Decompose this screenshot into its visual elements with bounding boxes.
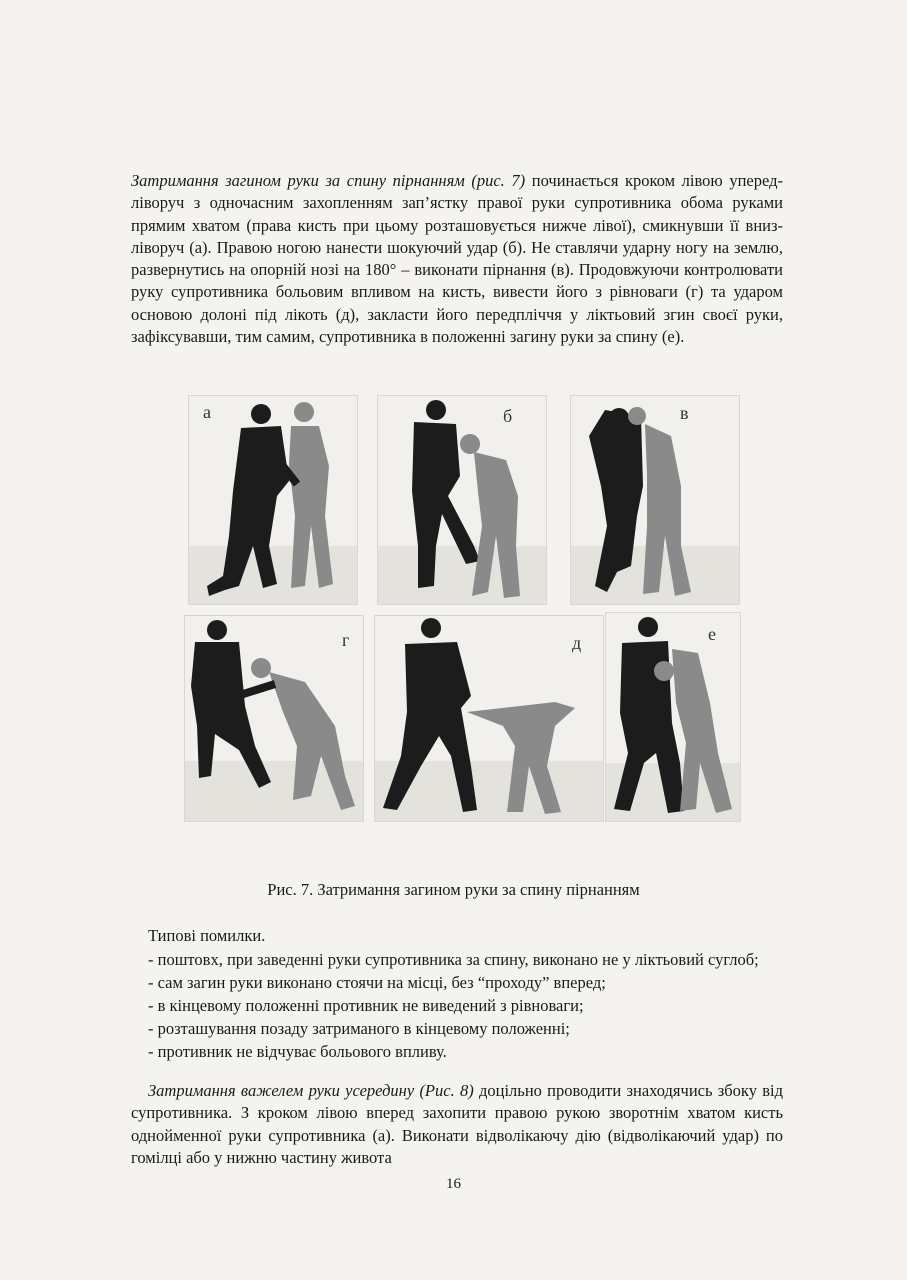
photo-b bbox=[377, 395, 547, 605]
figure-caption: Рис. 7. Затримання загином руки за спину пірнанням bbox=[267, 880, 640, 899]
page-number: 16 bbox=[446, 1176, 461, 1192]
photo-g bbox=[184, 615, 364, 822]
paragraph-2-italic-lead: Затримання важелем руки усередину (Рис. 8) bbox=[148, 1081, 474, 1100]
paragraph-1-italic-lead: Затримання загином руки за спину пірнанням (рис. 7) bbox=[131, 171, 526, 190]
photo-b-illustration bbox=[378, 396, 546, 604]
photo-e bbox=[605, 612, 741, 822]
photo-label-d: д bbox=[572, 633, 582, 653]
photo-a-illustration bbox=[189, 396, 357, 604]
errors-list bbox=[131, 948, 783, 1063]
photo-v-illustration bbox=[571, 396, 739, 604]
photo-label-a: а bbox=[203, 402, 211, 422]
photo-label-b: б bbox=[503, 406, 513, 426]
photo-d-illustration bbox=[375, 616, 603, 821]
error-item: - розташування позаду затриманого в кінцевому положенні; bbox=[148, 1019, 570, 1038]
paragraph-2-text: доцільно проводити знаходячись збоку від супротивника. З кроком лівою вперед захопити правою рукою зворотнім хватом кисть однойменної руки супротивника (а). Виконати відволікаючу дію (відволікаючий удар) по гомілці або у нижню частину живота bbox=[131, 1081, 783, 1167]
paragraph-1-text: починається кроком лівою уперед-ліворуч з одночасним захопленням зап’ястку правої руки супротивника обома руками прямим хватом (права кисть при цьому розташовується нижче лівої), смикнувши її вниз-ліворуч (а). Правою ногою нанести шокуючий удар (б). Не ставлячи ударну ногу на землю, развернутись на опорній нозі на 180° – виконати пірнання (в). Продовжуючи контролювати руку супротивника больовим впливом на кисть, вивести його з рівноваги (г) та ударом основою долоні під лікоть (д), закласти його передпліччя у ліктьовий згин своєї руки, зафіксувавши, тим самим, супротивника в положенні загину руки за спину (е). bbox=[131, 171, 783, 347]
photo-label-g: г bbox=[342, 630, 350, 650]
error-item: - противник не відчуває больового впливу. bbox=[148, 1042, 447, 1061]
photo-label-e: е bbox=[708, 624, 716, 644]
errors-title: Типові помилки. bbox=[148, 926, 266, 945]
paragraph-2 bbox=[131, 1080, 783, 1169]
error-item: - поштовх, при заведенні руки супротивника за спину, виконано не у ліктьовий суглоб; bbox=[148, 950, 759, 969]
error-item: - сам загин руки виконано стоячи на місці, без “проходу” вперед; bbox=[148, 973, 606, 992]
photo-a bbox=[188, 395, 358, 605]
photo-g-illustration bbox=[185, 616, 363, 821]
photo-e-illustration bbox=[606, 613, 740, 821]
error-item: - в кінцевому положенні противник не виведений з рівноваги; bbox=[148, 996, 584, 1015]
photo-d bbox=[374, 615, 604, 822]
photo-v bbox=[570, 395, 740, 605]
photo-label-v: в bbox=[680, 403, 689, 423]
